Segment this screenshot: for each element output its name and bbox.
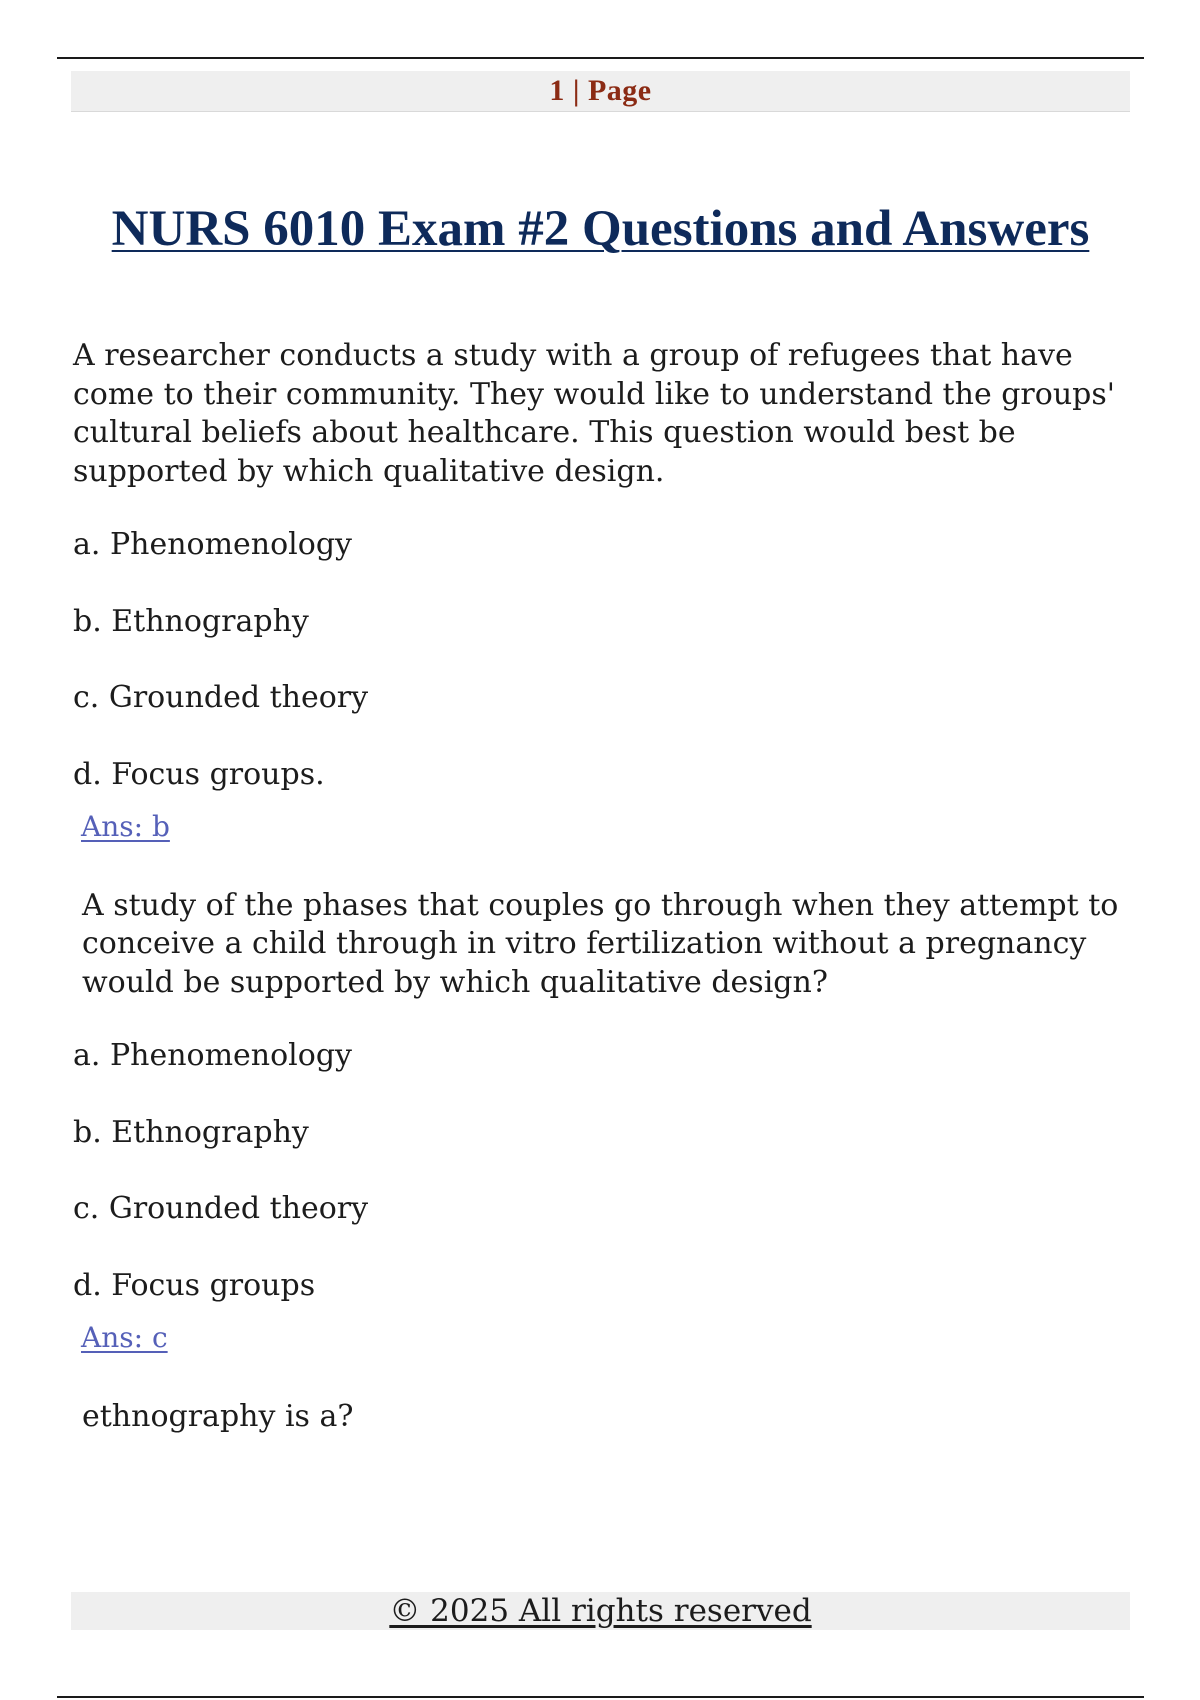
- answer-link[interactable]: Ans: b: [81, 810, 170, 843]
- page-footer: [71, 1592, 1130, 1630]
- page-header: [71, 71, 1130, 112]
- question-text: A study of the phases that couples go through when they attempt to conceive a child through in vitro fertilization without a pregnancy would be supported by which qualitative design?: [82, 887, 1119, 1000]
- option-c: c. Grounded theory: [73, 1191, 369, 1226]
- option-c: c. Grounded theory: [73, 680, 369, 715]
- question-list: [73, 337, 1133, 1471]
- option-a: a. Phenomenology: [73, 527, 352, 562]
- page-number-label: 1 | Page: [549, 74, 652, 107]
- question-text: A researcher conducts a study with a group of refugees that have come to their community. They would like to understand the groups' cultural beliefs about healthcare. This question would best be supported by which qualitative design.: [73, 338, 1116, 489]
- top-rule: [57, 57, 1144, 59]
- copyright-text: © 2025 All rights reserved: [389, 1593, 812, 1629]
- option-a: a. Phenomenology: [73, 1038, 352, 1073]
- bottom-rule: [57, 1696, 1144, 1698]
- question-text: ethnography is a?: [82, 1398, 354, 1434]
- answer-link[interactable]: Ans: c: [81, 1321, 168, 1354]
- document-title: NURS 6010 Exam #2 Questions and Answers: [111, 201, 1090, 257]
- option-d: d. Focus groups: [73, 1267, 316, 1303]
- option-b: b. Ethnography: [73, 1114, 309, 1150]
- option-b: b. Ethnography: [73, 603, 309, 639]
- option-d: d. Focus groups.: [73, 756, 325, 792]
